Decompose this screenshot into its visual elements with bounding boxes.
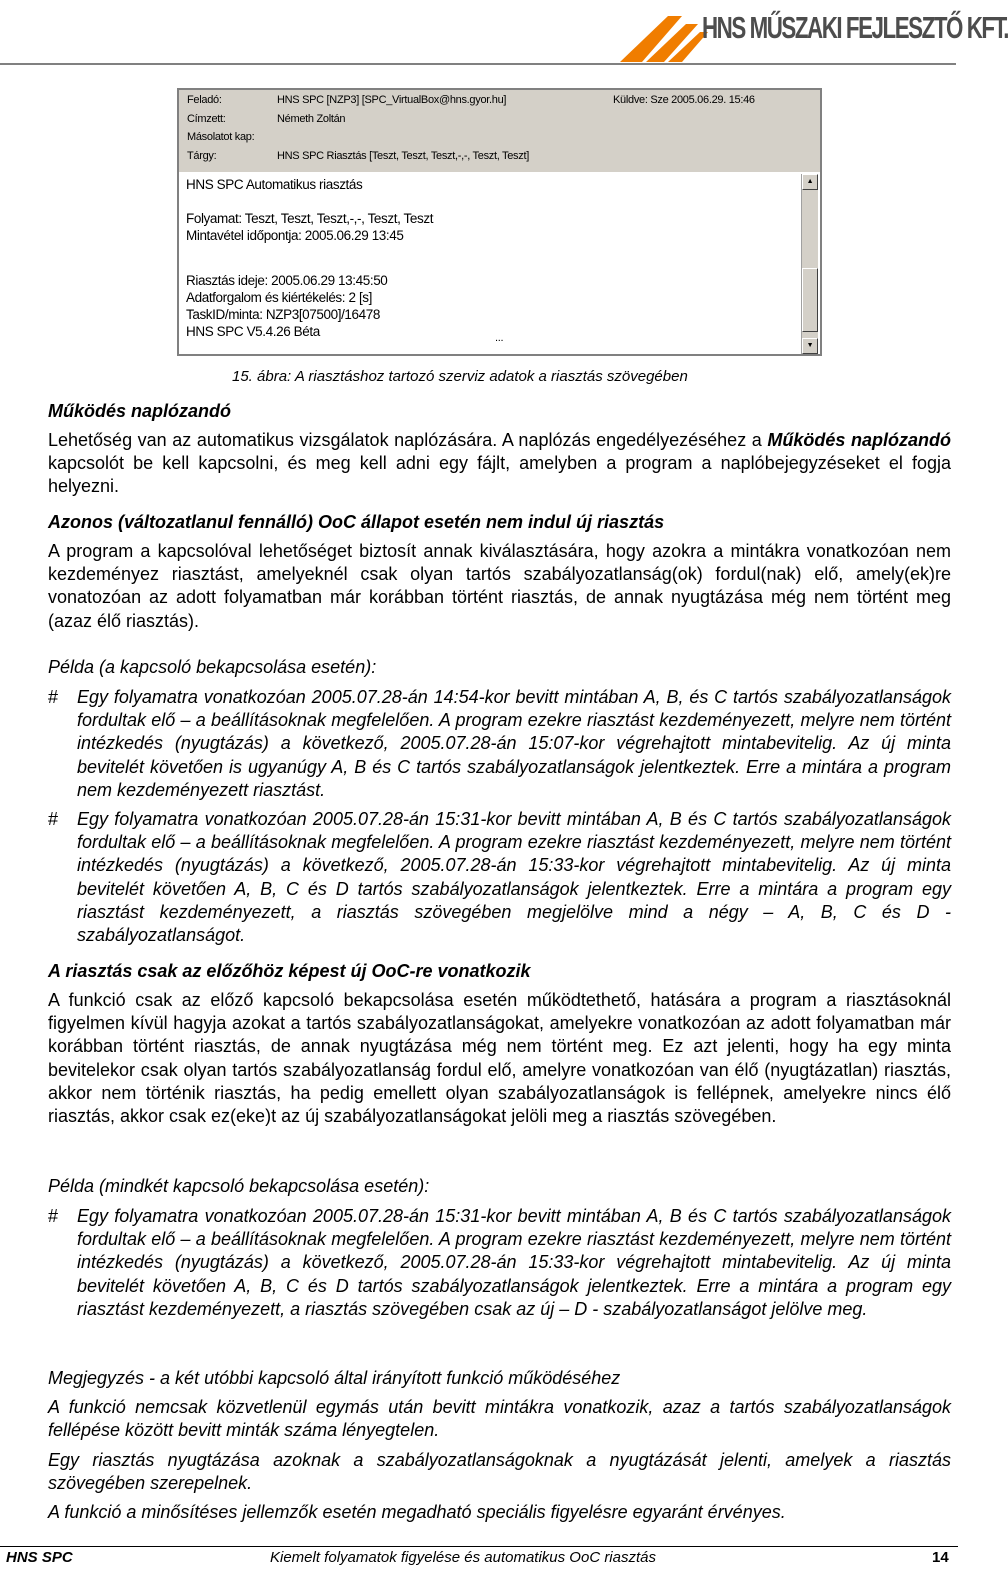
email-scrollbar[interactable] — [801, 174, 818, 354]
scroll-down-icon[interactable]: ▼ — [802, 338, 818, 354]
company-logo — [612, 6, 1008, 62]
same-ooc-paragraph: A program a kapcsolóval lehetőséget biztosít annak kiválasztására, hogy azokra a mintákra vonatkozóan nem kezdeményez riasztást, amelyeknél csak olyan tartós szabályozatlanság(ok) fordul(nak) elő, amely(ek)re vonatozóan az adott folyamatban már korábban történt riasztás, de annak nyugtázása még nem történt meg (azaz élő riasztás). — [48, 541, 951, 631]
example-title-1: Példa (a kapcsoló bekapcsolása esetén): — [48, 657, 377, 677]
to-label: Címzett: — [187, 113, 226, 125]
logging-paragraph-post: kapcsolót be kell kapcsolni, és meg kell adni egy fájlt, amelyben a program a naplóbejegyzéseket el fogja helyezni. — [48, 453, 951, 497]
email-body-line: HNS SPC V5.4.26 Béta — [186, 324, 320, 339]
sent-date: Küldve: Sze 2005.06.29. 15:46 — [613, 94, 755, 106]
email-body-line: Riasztás ideje: 2005.06.29 13:45:50 — [186, 273, 388, 288]
note-paragraph: A funkció nemcsak közvetlenül egymás után bevitt mintákra vonatkozik, azaz a tartós szabályozatlanságok fellépése között bevitt minták száma lényegtelen. — [48, 1397, 951, 1441]
header-rule — [0, 63, 956, 65]
email-body-line: Mintavétel időpontja: 2005.06.29 13:45 — [186, 228, 404, 243]
example-bullet: Egy folyamatra vonatkozóan 2005.07.28-án 15:31-kor bevitt mintában A, B és C tartós szabályozatlanságok fordultak elő – a beállításoknak megfelelően. A program ezekre riasztást kezdeményezett, melyre nem történt intézkedés (nyugtázás) a következő, 2005.07.28-án 15:33-kor végrehajtott mintabevitelig. Az új minta bevitelét követően A, B, C és D tartós szabályozatlanságok jelentkeztek. Erre a mintára a program egy riasztást kezdeményezett, a riasztás szövegében csak az új – D - szabályozatlanságot jelölve meg. — [77, 1206, 951, 1319]
subject-label: Tárgy: — [187, 150, 217, 162]
email-body-line: HNS SPC Automatikus riasztás — [186, 177, 363, 192]
example-title-2: Példa (mindkét kapcsoló bekapcsolása esetén): — [48, 1176, 430, 1196]
email-body-line: Adatforgalom és kiértékelés: 2 [s] — [186, 290, 372, 305]
new-ooc-paragraph: A funkció csak az előző kapcsoló bekapcsolása esetén működtethető, hatására a program a riasztásoknál figyelmen kívül hagyja azokat a tartós szabályozatlanságokat, amelyekre vonatkozóan az adott folyamatban már korábban történt riasztás, de annak nyugtázása még nem történt meg. Ez azt jelenti, hogy ha egy minta bevitelekor csak olyan tartós szabályozatlanság fordul elő, amelyre vonatkozóan van élő (nyugtázatlan) riasztás, akkor nem történik riasztás, ha pedig emellett olyan szabályozatlanságok is fellépnek, amelyekre nincs élő riasztás, akkor csak ez(eke)t az új szabályozatlanságokat jelöli meg a riasztás szövegében. — [48, 990, 951, 1127]
email-body-tail — [186, 272, 387, 340]
note-title: Megjegyzés - a két utóbbi kapcsoló által irányított funkció működéséhez — [48, 1368, 621, 1388]
figure-caption: 15. ábra: A riasztáshoz tartozó szerviz adatok a riasztás szövegében — [232, 368, 688, 385]
email-header-panel — [179, 90, 820, 172]
email-body-line: Folyamat: Teszt, Teszt, Teszt,-,-, Teszt, Teszt — [186, 211, 434, 226]
email-screenshot — [177, 88, 822, 356]
bullet-hash: # — [48, 809, 59, 829]
logging-option-name: Működés naplózandó — [767, 430, 951, 450]
section-heading-same-ooc: Azonos (változatlanul fennálló) OoC állapot esetén nem indul új riasztás — [48, 512, 665, 532]
cc-label: Másolatot kap: — [187, 131, 255, 143]
email-body-line: TaskID/minta: NZP3[07500]/16478 — [186, 307, 380, 322]
from-label: Feladó: — [187, 94, 222, 106]
logo-stripes-icon — [612, 6, 712, 62]
from-value: HNS SPC [NZP3] [SPC_VirtualBox@hns.gyor.hu] — [277, 94, 507, 106]
scroll-thumb[interactable] — [802, 268, 818, 332]
note-paragraph: Egy riasztás nyugtázása azoknak a szabályozatlanságoknak a nyugtázását jelenti, amelyek a riasztás szövegében szerepelnek. — [48, 1450, 951, 1494]
example-bullet: Egy folyamatra vonatkozóan 2005.07.28-án 14:54-kor bevitt mintában A, B, és C tartós szabályozatlanságok fordultak elő – a beállításoknak megfelelően. A program ezekre riasztást kezdeményezett, melyre nem történt intézkedés (nyugtázás) a következő, 2005.07.28-án 15:07-kor végrehajtott mintabevitelig. Az új minta bevitelét követően is ugyanúgy A, B és C tartós szabályozatlanságok jelentkeztek. Erre a mintára a program nem kezdeményezett riasztást. — [77, 687, 951, 800]
note-paragraph: A funkció a minősítéses jellemzők esetén megadható speciális figyelésre egyaránt érvényes. — [48, 1502, 786, 1522]
bullet-hash: # — [48, 687, 59, 707]
ellipsis: ... — [495, 332, 504, 344]
bullet-hash: # — [48, 1206, 59, 1226]
section-heading-new-ooc: A riasztás csak az előzőhöz képest új OoC-re vonatkozik — [48, 961, 531, 981]
footer-rule — [0, 1546, 958, 1547]
subject-value: HNS SPC Riasztás [Teszt, Teszt, Teszt,-,-, Teszt, Teszt] — [277, 150, 529, 162]
scroll-up-icon[interactable]: ▲ — [802, 174, 818, 190]
page-number: 14 — [932, 1549, 949, 1566]
logging-paragraph-pre: Lehetőség van az automatikus vizsgálatok naplózására. A naplózás engedélyezéséhez a — [48, 430, 768, 450]
footer-left: HNS SPC — [6, 1549, 73, 1566]
logging-paragraph — [48, 429, 951, 499]
to-value: Németh Zoltán — [277, 113, 346, 125]
logo-text: HNS MŰSZAKI FEJLESZTŐ KFT. — [702, 10, 1008, 45]
example-bullet: Egy folyamatra vonatkozóan 2005.07.28-án 15:31-kor bevitt mintában A, B és C tartós szabályozatlanságok fordultak elő – a beállításoknak megfelelően. A program ezekre riasztást kezdeményezett, melyre nem történt intézkedés (nyugtázás) a következő, 2005.07.28-án 15:33-kor végrehajtott mintabevitelig. Az új minta bevitelét követően A, B, C és D tartós szabályozatlanságok jelentkeztek. Erre a mintára a program egy riasztást kezdeményezett, a riasztás szövegében megjelölve mind a négy – A, B, C és D - szabályozatlanságot. — [77, 809, 951, 946]
section-heading-logging: Működés naplózandó — [48, 401, 232, 421]
footer-title: Kiemelt folyamatok figyelése és automatikus OoC riasztás — [270, 1549, 656, 1566]
